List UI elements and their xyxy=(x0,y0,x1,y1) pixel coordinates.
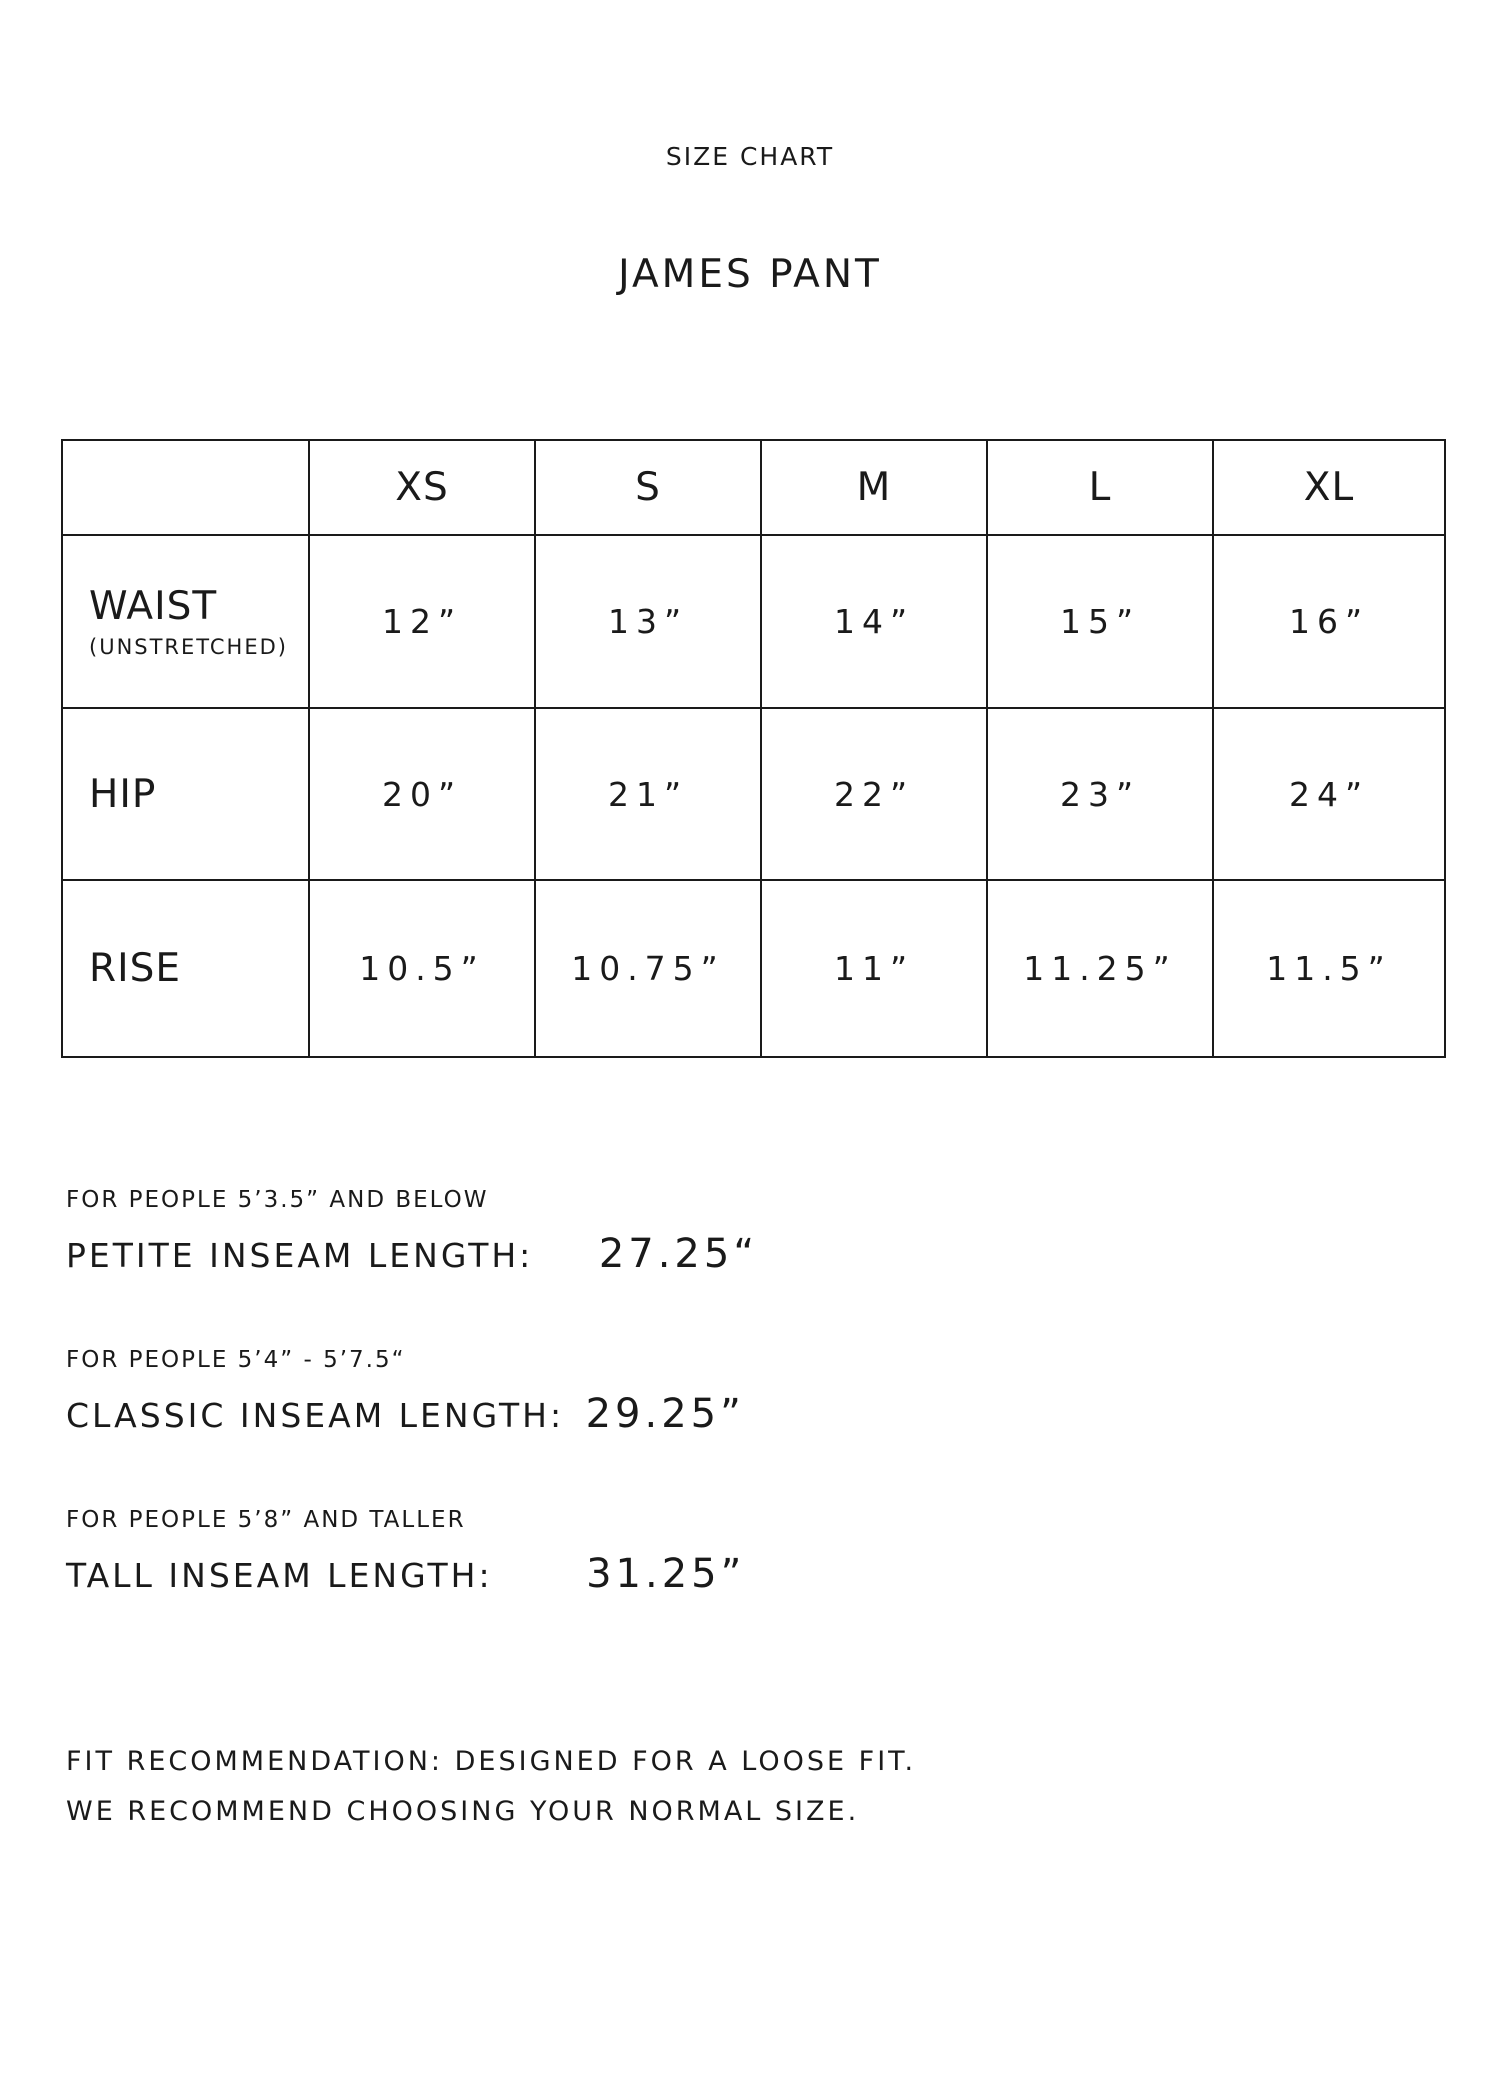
tall-inseam-value: 31.25” xyxy=(586,1551,746,1597)
size-table xyxy=(61,439,1446,1058)
waist-s-value: 13” xyxy=(535,535,761,708)
metric-name: WAIST xyxy=(89,584,218,629)
metric-name: HIP xyxy=(89,771,157,817)
row-label-hip xyxy=(62,708,309,880)
petite-height-note: FOR PEOPLE 5’3.5” AND BELOW xyxy=(66,1187,489,1213)
table-row-hip xyxy=(62,708,1445,880)
petite-inseam-label: PETITE INSEAM LENGTH: xyxy=(66,1236,534,1275)
waist-xl-value: 16” xyxy=(1213,535,1445,708)
size-header-l: L xyxy=(987,440,1213,535)
size-chart-label: SIZE CHART xyxy=(665,142,835,171)
rise-xl-value: 11.5” xyxy=(1213,880,1445,1057)
classic-inseam-value: 29.25” xyxy=(585,1391,745,1437)
tall-inseam-label: TALL INSEAM LENGTH: xyxy=(66,1556,493,1595)
corner-cell xyxy=(62,440,309,535)
metric-note: (UNSTRETCHED) xyxy=(89,635,288,659)
metric-name: RISE xyxy=(89,946,181,991)
product-title: JAMES PANT xyxy=(618,252,882,297)
rise-s-value: 10.75” xyxy=(535,880,761,1057)
size-header-s: S xyxy=(535,440,761,535)
petite-inseam-value: 27.25“ xyxy=(598,1231,759,1277)
hip-xl-value: 24” xyxy=(1213,708,1445,880)
classic-inseam-section xyxy=(66,1347,745,1437)
hip-m-value: 22” xyxy=(761,708,987,880)
waist-m-value: 14” xyxy=(761,535,987,708)
tall-height-note: FOR PEOPLE 5’8” AND TALLER xyxy=(66,1507,466,1533)
tall-inseam-line xyxy=(66,1551,745,1597)
rise-xs-value: 10.5” xyxy=(309,880,535,1057)
fit-recommendation xyxy=(66,1737,916,1837)
classic-inseam-line xyxy=(66,1391,745,1437)
size-header-xs: XS xyxy=(309,440,535,535)
row-label-waist xyxy=(62,535,309,708)
table-row-rise xyxy=(62,880,1445,1057)
waist-l-value: 15” xyxy=(987,535,1213,708)
size-header-m: M xyxy=(761,440,987,535)
rise-l-value: 11.25” xyxy=(987,880,1213,1057)
size-header-xl: XL xyxy=(1213,440,1445,535)
classic-height-note: FOR PEOPLE 5’4” - 5’7.5“ xyxy=(66,1347,406,1373)
fit-recommendation-line1: FIT RECOMMENDATION: DESIGNED FOR A LOOSE FIT. xyxy=(66,1746,917,1777)
size-header-row xyxy=(62,440,1445,535)
rise-m-value: 11” xyxy=(761,880,987,1057)
hip-l-value: 23” xyxy=(987,708,1213,880)
fit-recommendation-line2: WE RECOMMEND CHOOSING YOUR NORMAL SIZE. xyxy=(66,1796,860,1827)
petite-inseam-section xyxy=(66,1187,758,1277)
petite-inseam-line xyxy=(66,1231,758,1277)
tall-inseam-section xyxy=(66,1507,745,1597)
row-label-rise xyxy=(62,880,309,1057)
table-row-waist xyxy=(62,535,1445,708)
hip-s-value: 21” xyxy=(535,708,761,880)
waist-xs-value: 12” xyxy=(309,535,535,708)
classic-inseam-label: CLASSIC INSEAM LENGTH: xyxy=(66,1396,565,1435)
hip-xs-value: 20” xyxy=(309,708,535,880)
